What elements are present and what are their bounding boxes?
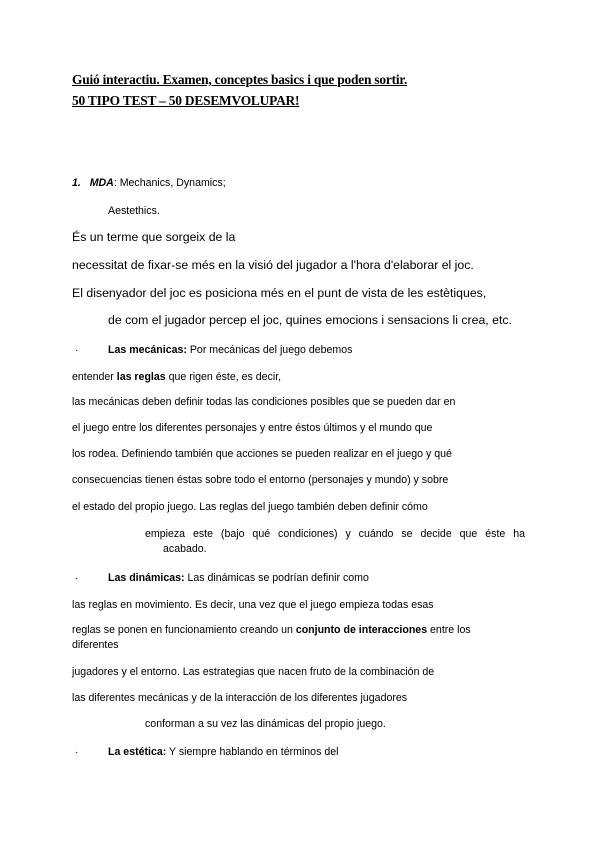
mecanicas-line: consecuencias tienen éstas sobre todo el entorno (personajes y mundo) y sobre bbox=[72, 474, 449, 486]
dinamicas-line: jugadores y el entorno. Las estrategias que nacen fruto de la combinación de bbox=[72, 666, 435, 678]
mecanicas-line: empieza este (bajo qué condiciones) y cuándo se decide que éste ha bbox=[145, 528, 525, 540]
mecanicas-line: entender las reglas que rigen éste, es decir, bbox=[72, 371, 282, 383]
mecanicas-line: las mecánicas deben definir todas las condiciones posibles que se pueden dar en bbox=[72, 396, 456, 408]
mecanicas-line: el estado del propio juego. Las reglas del juego también deben definir cómo bbox=[72, 501, 428, 513]
mecanicas-line: el juego entre los diferentes personajes y entre éstos últimos y el mundo que bbox=[72, 422, 433, 434]
dinamicas-line: reglas se ponen en funcionamiento creando un conjunto de interacciones entre los bbox=[72, 624, 471, 636]
mecanicas-heading: Las mecánicas: Por mecánicas del juego debemos bbox=[108, 344, 353, 356]
mecanicas-line: acabado. bbox=[163, 543, 207, 555]
item-1-continuation: Aestethics. bbox=[108, 205, 160, 217]
dinamicas-line: diferentes bbox=[72, 639, 119, 651]
bullet-icon: · bbox=[75, 345, 79, 356]
bullet-icon: · bbox=[75, 573, 79, 584]
estetica-heading: La estética: Y siempre hablando en términos del bbox=[108, 746, 339, 758]
dinamicas-heading: Las dinámicas: Las dinámicas se podrían definir como bbox=[108, 572, 369, 584]
intro-line: El disenyador del joc es posiciona més en el punt de vista de les estètiques, bbox=[72, 286, 487, 300]
intro-line: És un terme que sorgeix de la bbox=[72, 230, 236, 244]
item-1-heading: 1. MDA: Mechanics, Dynamics; bbox=[72, 177, 226, 189]
document-title: Guió interactiu. Examen, conceptes basics i que poden sortir. bbox=[72, 72, 408, 87]
mecanicas-line: los rodea. Definiendo también que acciones se pueden realizar en el juego y qué bbox=[72, 448, 452, 460]
dinamicas-line: las diferentes mecánicas y de la interacción de los diferentes jugadores bbox=[72, 692, 408, 704]
document-subtitle: 50 TIPO TEST – 50 DESEMVOLUPAR! bbox=[72, 93, 300, 108]
dinamicas-line: las reglas en movimiento. Es decir, una vez que el juego empieza todas esas bbox=[72, 599, 434, 611]
dinamicas-line: conforman a su vez las dinámicas del propio juego. bbox=[145, 718, 386, 730]
intro-line: de com el jugador percep el joc, quines emocions i sensacions li crea, etc. bbox=[108, 313, 512, 327]
intro-line: necessitat de fixar-se més en la visió del jugador a l'hora d'elaborar el joc. bbox=[72, 258, 474, 272]
bullet-icon: · bbox=[75, 747, 79, 758]
